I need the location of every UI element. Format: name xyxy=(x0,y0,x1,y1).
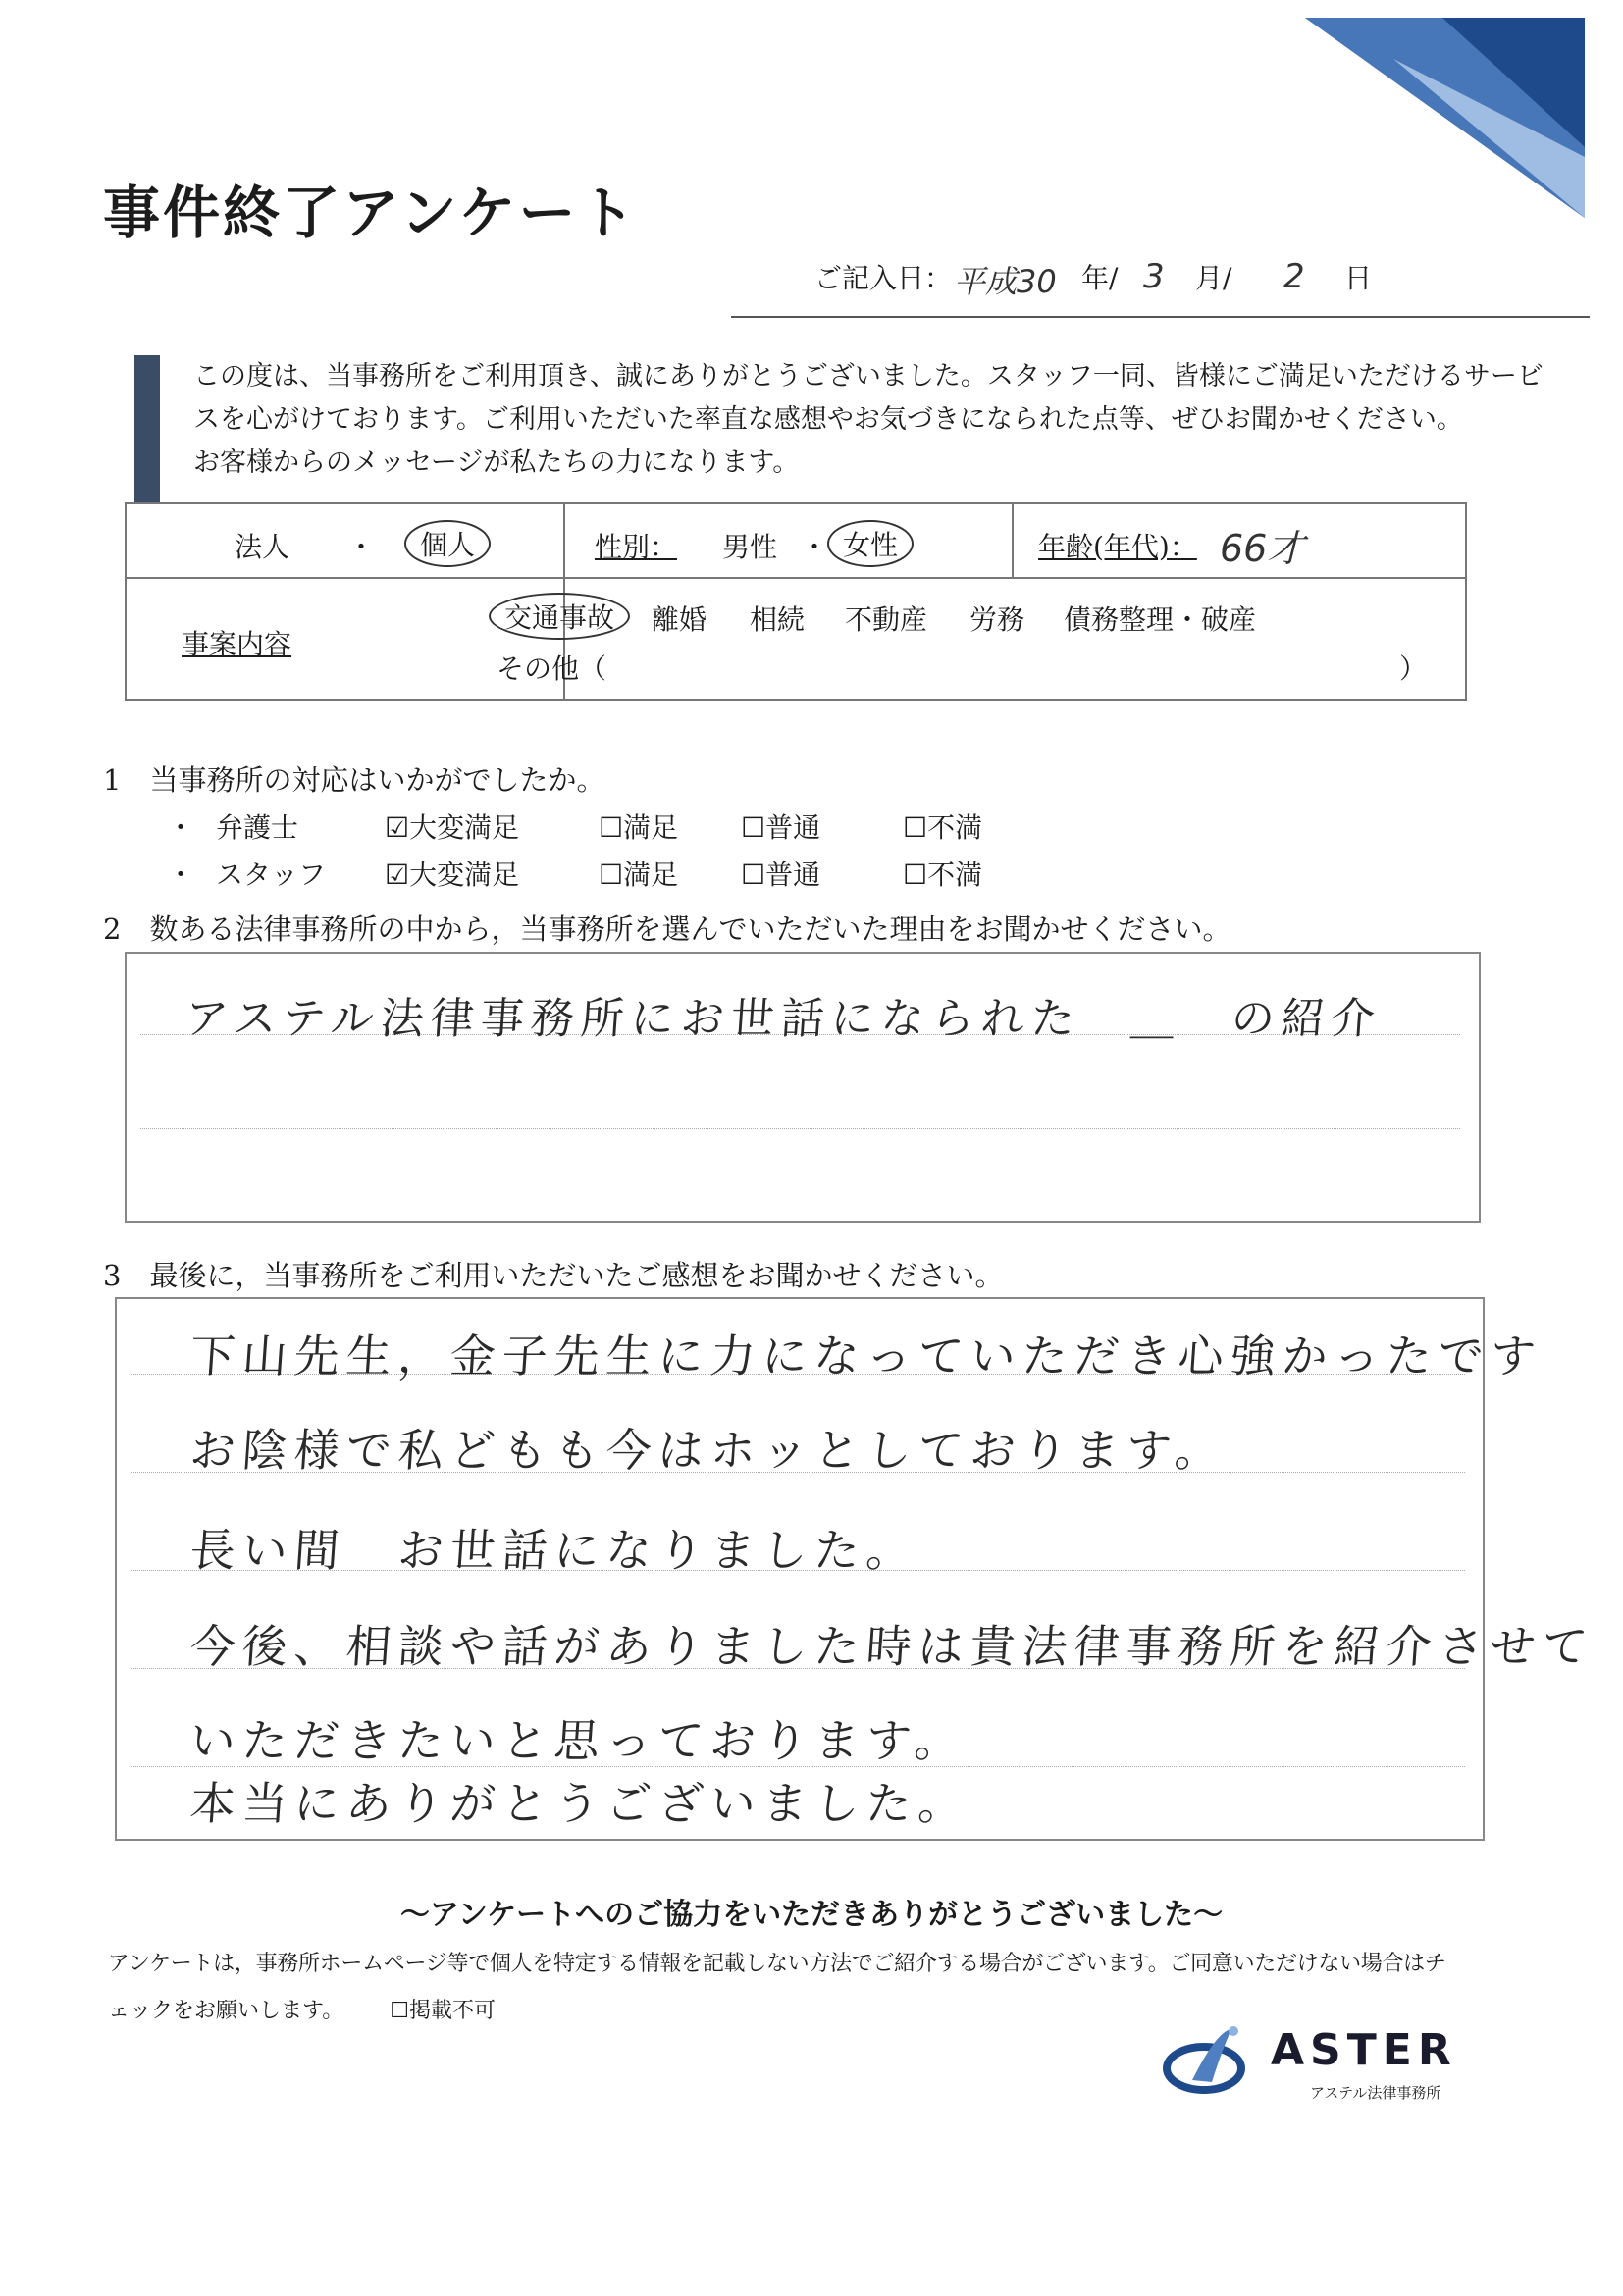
q3-handwritten-line: お陰様で私どもも今はホッとしております。 xyxy=(187,1424,1230,1477)
day-unit: 日 xyxy=(1344,262,1373,294)
q1-bullet: ・ xyxy=(167,811,195,844)
q1-option-dissatisfied[interactable]: ☐不満 xyxy=(903,859,983,891)
date-underline xyxy=(731,316,1590,318)
q3-handwritten-line: 下山先生，金子先生に力になっていただき心強かったです xyxy=(187,1330,1544,1383)
q1-option-normal[interactable]: ☐普通 xyxy=(741,859,821,891)
individual-option-circled[interactable]: 個人 xyxy=(404,520,491,567)
gender-cell xyxy=(564,503,1013,578)
q1-option-very-satisfied-checked[interactable]: ☑大変満足 xyxy=(385,811,520,844)
q3-answer-box[interactable] xyxy=(115,1297,1597,1841)
intro-accent-bar xyxy=(134,355,160,504)
q3-handwritten-line: 長い間 お世話になりました。 xyxy=(187,1524,920,1577)
age-label: 年齢(年代)： xyxy=(1038,531,1197,563)
aster-logo-mark-icon xyxy=(1163,2021,1256,2100)
q1-row-lawyer xyxy=(167,807,1050,850)
aster-logo xyxy=(1163,2002,1496,2119)
intro-line: お客様からのメッセージが私たちの力になります。 xyxy=(193,447,800,478)
date-era: 平成30 xyxy=(954,263,1057,300)
q2-question: 2 数ある法律事務所の中から，当事務所を選んでいただいた理由をお聞かせください。 xyxy=(103,913,1231,946)
case-type-real-estate[interactable]: 不動産 xyxy=(845,603,928,636)
note-line-2: ェックをお願いします。 xyxy=(108,1999,344,2023)
q1-option-very-satisfied-checked[interactable]: ☑大変満足 xyxy=(385,859,520,891)
other-close-paren: ） xyxy=(1399,652,1428,685)
no-publish-checkbox[interactable]: ☐掲載不可 xyxy=(390,1999,496,2023)
q1-row-label: スタッフ xyxy=(216,859,327,891)
logo-subtitle: アステル法律事務所 xyxy=(1310,2084,1441,2102)
page-title: 事件終了アンケート xyxy=(103,180,639,246)
thanks-message: ～アンケートへのご協力をいただきありがとうございました～ xyxy=(399,1898,1224,1932)
q1-row-label: 弁護士 xyxy=(216,811,299,844)
case-types-cell xyxy=(497,578,1466,700)
q1-option-satisfied[interactable]: ☐満足 xyxy=(599,811,679,844)
date-label: ご記入日： xyxy=(814,262,953,294)
note-line-1: アンケートは，事務所ホームページ等で個人を特定する情報を記載しない方法でご紹介する場合がございます。ご同意いただけない場合はチ xyxy=(108,1952,1446,1976)
q1-row-staff xyxy=(167,854,1050,897)
q3-question: 3 最後に，当事務所をご利用いただいたご感想をお聞かせください。 xyxy=(103,1259,1004,1292)
q1-option-satisfied[interactable]: ☐満足 xyxy=(599,859,679,891)
intro-text xyxy=(193,355,1544,485)
female-option-circled[interactable]: 女性 xyxy=(827,520,914,567)
q1-question: 1 当事務所の対応はいかがでしたか。 xyxy=(103,763,605,797)
month-value: 3 xyxy=(1143,257,1165,296)
client-type-cell xyxy=(126,503,564,578)
q1-option-normal[interactable]: ☐普通 xyxy=(741,811,821,844)
q1-option-dissatisfied[interactable]: ☐不満 xyxy=(903,811,983,844)
male-option[interactable]: 男性 xyxy=(722,531,778,563)
case-label: 事案内容 xyxy=(182,628,292,660)
case-type-divorce[interactable]: 離婚 xyxy=(652,603,707,636)
year-unit: 年/ xyxy=(1081,262,1119,294)
entry-date xyxy=(814,257,1590,308)
case-type-labor[interactable]: 労務 xyxy=(969,603,1025,636)
separator-dot: ・ xyxy=(801,531,829,563)
case-type-debt[interactable]: 債務整理・破産 xyxy=(1064,603,1257,636)
day-value: 2 xyxy=(1283,257,1305,296)
case-type-other: その他（ xyxy=(497,652,607,685)
month-unit: 月/ xyxy=(1195,262,1232,294)
q3-handwritten-line: いただきたいと思っております。 xyxy=(187,1714,969,1767)
logo-name: ASTER xyxy=(1271,2025,1457,2075)
age-value: 66才 xyxy=(1220,527,1305,570)
age-cell xyxy=(1013,503,1466,578)
q3-handwritten-line: 本当にありがとうございました。 xyxy=(187,1777,972,1830)
q2-handwritten-answer: アステル法律事務所にお世話になられた ＿ の紹介 xyxy=(183,994,1384,1044)
client-info-table xyxy=(125,502,1467,701)
case-type-inheritance[interactable]: 相続 xyxy=(750,603,806,636)
q2-answer-box[interactable] xyxy=(125,952,1481,1223)
intro-line: この度は、当事務所をご利用頂き、誠にありがとうございました。スタッフ一同、皆様にご満足いただけるサービ xyxy=(193,361,1544,391)
case-type-traffic-circled[interactable]: 交通事故 xyxy=(489,593,630,640)
intro-line: スを心がけております。ご利用いただいた率直な感想やお気づきになられた点等、ぜひお聞かせください。 xyxy=(193,404,1463,435)
q3-handwritten-line: 今後、相談や話がありました時は貴法律事務所を紹介させて xyxy=(187,1620,1597,1673)
corp-option[interactable]: 法人 xyxy=(235,531,290,563)
q1-bullet: ・ xyxy=(167,859,195,891)
gender-label: 性別： xyxy=(595,531,678,563)
separator-dot: ・ xyxy=(347,531,376,563)
